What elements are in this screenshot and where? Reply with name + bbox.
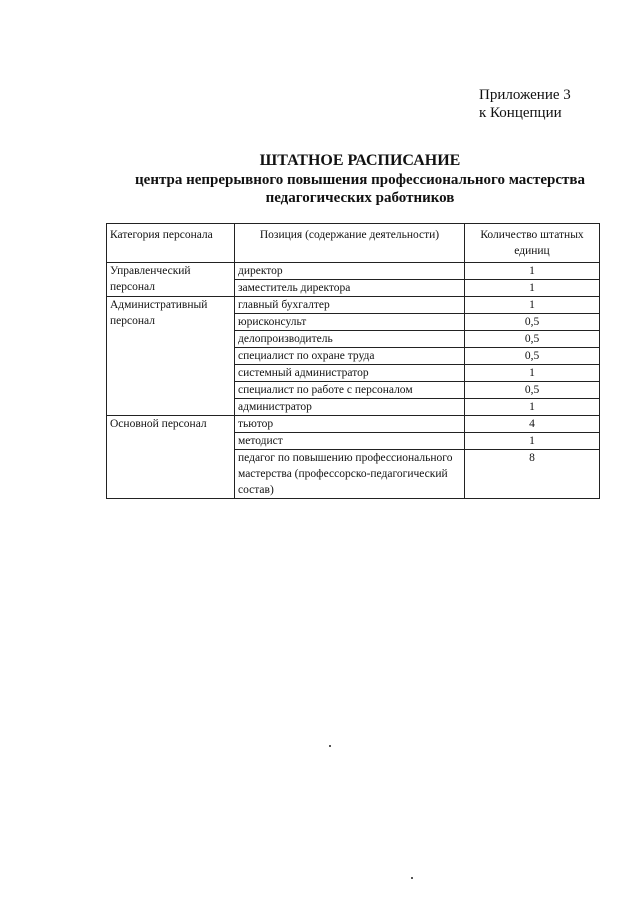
quantity-cell: 1 — [465, 365, 600, 382]
subtitle-line-2: педагогических работников — [265, 190, 455, 206]
position-cell: педагог по повышению профессионального мастерства (профессорско-педагогический состав) — [235, 450, 465, 499]
position-cell: делопроизводитель — [235, 331, 465, 348]
header-quantity: Количество штатных единиц — [465, 224, 600, 263]
position-cell: специалист по работе с персоналом — [235, 382, 465, 399]
quantity-cell: 1 — [465, 297, 600, 314]
position-cell: главный бухгалтер — [235, 297, 465, 314]
quantity-cell: 0,5 — [465, 382, 600, 399]
subtitle-line-1: центра непрерывного повышения профессионального мастерства — [135, 172, 585, 188]
appendix-line-2: к Концепции — [479, 105, 562, 121]
table-row — [107, 297, 600, 314]
appendix-line-1: Приложение 3 — [479, 87, 571, 103]
scan-speck — [411, 877, 413, 879]
document-title: ШТАТНОЕ РАСПИСАНИЕ — [259, 152, 461, 169]
position-cell: администратор — [235, 399, 465, 416]
position-cell: тьютор — [235, 416, 465, 433]
staff-table — [106, 223, 600, 499]
quantity-cell: 8 — [465, 450, 600, 499]
header-category: Категория персонала — [107, 224, 235, 263]
quantity-cell: 1 — [465, 280, 600, 297]
category-cell: Основной персонал — [107, 416, 235, 499]
quantity-cell: 0,5 — [465, 331, 600, 348]
scan-speck — [329, 745, 331, 747]
quantity-cell: 1 — [465, 399, 600, 416]
table-row — [107, 416, 600, 433]
table-row — [107, 263, 600, 280]
table-header-row — [107, 224, 600, 263]
position-cell: юрисконсульт — [235, 314, 465, 331]
position-cell: системный администратор — [235, 365, 465, 382]
position-cell: заместитель директора — [235, 280, 465, 297]
position-cell: методист — [235, 433, 465, 450]
table-body — [107, 263, 600, 499]
quantity-cell: 1 — [465, 263, 600, 280]
header-position: Позиция (содержание деятельности) — [235, 224, 465, 263]
position-cell: директор — [235, 263, 465, 280]
quantity-cell: 0,5 — [465, 348, 600, 365]
category-cell: Административный персонал — [107, 297, 235, 416]
document-subtitle — [0, 171, 640, 207]
quantity-cell: 4 — [465, 416, 600, 433]
category-cell: Управленческий персонал — [107, 263, 235, 297]
position-cell: специалист по охране труда — [235, 348, 465, 365]
quantity-cell: 0,5 — [465, 314, 600, 331]
quantity-cell: 1 — [465, 433, 600, 450]
appendix-note — [479, 86, 571, 122]
